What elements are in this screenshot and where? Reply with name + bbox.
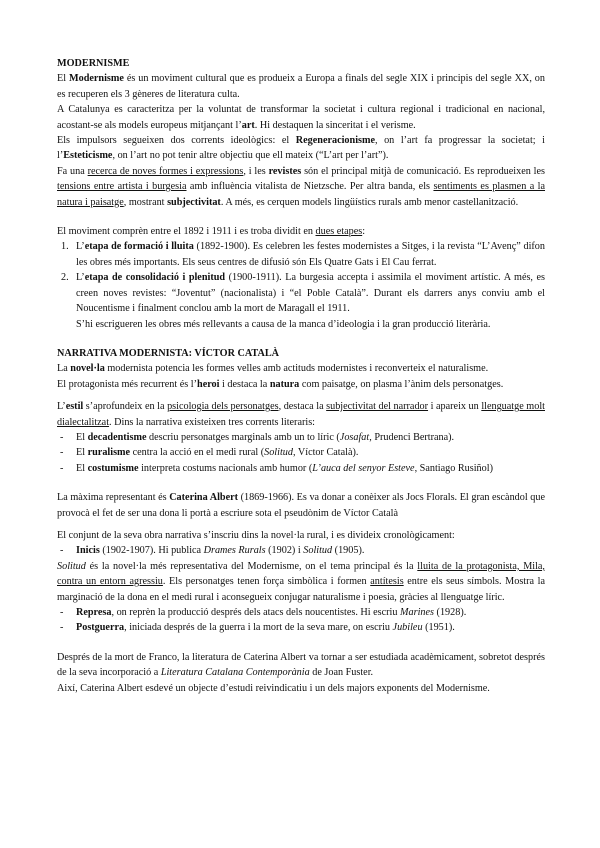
list-item-represa: - Represa, on reprèn la producció després dels atacs dels noucentistes. Hi escriu Marines (1928). — [60, 607, 467, 618]
paragraph-novel: La novel·la modernista potencia les formes velles amb actituds modernistes i reconverteix el naturalisme. — [57, 363, 489, 375]
paragraph-ideological-currents: Els impulsors segueixen dos corrents ideològics: el Regeneracionisme, on l’art fa progressar la societat; i l’Esteticisme, on l’art no pot tenir altre objectiu que ell mateix (“L’art per l’art”). — [57, 135, 545, 162]
paragraph-relevant-works: S’hi escrigueren les obres més rellevants a causa de la manca d’ideologia i la gran producció literària. — [76, 318, 491, 330]
spacer — [57, 636, 545, 650]
paragraph-new-forms: Fa una recerca de noves formes i expressions, i les revistes són el principal mitjà de comunicació. Es reprodueixen les tensions entre artista i burgesia amb influència vitalista de Nietzsche. Per altra banda, els sentiments es plasmen a la natura i paisatge, mostrant subjectivitat. A més, es cerquen models lingüístics rurals amb menor castellanització. — [57, 165, 546, 208]
paragraph-caterina-albert: La màxima representant és Caterina Albert (1869-1966). Es va donar a conèixer als Jocs Florals. El gran escàndol que provocà el fet de ser una dona li portà a escriure sota el pseudònim de Víctor Català — [57, 492, 545, 519]
spacer — [57, 476, 545, 490]
list-item-inicis: - Inicis (1902-1907). Hi publica Drames Rurals (1902) i Solitud (1905). — [60, 545, 365, 557]
periods-list — [57, 605, 545, 636]
paragraph-work-overview: El conjunt de la seva obra narrativa s’inscriu dins la novel·la rural, i es divideix cronològicament: — [57, 529, 455, 541]
spacer — [57, 521, 545, 528]
paragraph-two-stages: El moviment comprèn entre el 1892 i 1911 i es troba dividit en dues etapes: — [57, 226, 366, 238]
list-item-ruralisme: - El ruralisme centra la acció en el medi rural (Solitud, Víctor Català). — [60, 447, 359, 459]
stages-list — [57, 239, 545, 316]
spacer — [57, 332, 545, 346]
list-item-stage-2: 2. L’etapa de consolidació i plenitud (1900-1911). La burgesia accepta i assimila el moviment artístic. A més, es creen noves revistes: “Joventut” (nacionalista) i “el Poble Català”. Durant els darrers anys conviu amb el Noucentisme i finalment conclou amb la mort de Maragall el 1911. — [61, 272, 546, 315]
paragraph-modernisme-intro: El Modernisme és un moviment cultural que es produeix a Europa a finals del segle XIX i principis del segle XX, on es recuperen els 3 gèneres de literatura culta. — [57, 73, 545, 100]
paragraph-conclusion: Així, Caterina Albert esdevé un objecte d’estudi reivindicatiu i un dels majors exponents del Modernisme. — [57, 682, 490, 694]
spacer — [57, 210, 545, 224]
paragraph-protagonist: El protagonista més recurrent és l’heroi i destaca la natura com paisatge, on plasma l’ànim dels personatges. — [57, 378, 504, 390]
paragraph-after-franco: Després de la mort de Franco, la literatura de Caterina Albert va tornar a ser estudiada acadèmicament, sobretot després de la seva incorporació a Literatura Catalana Contemporània de Joan Fuster. — [57, 651, 545, 679]
section-title-modernisme: MODERNISME — [57, 58, 130, 69]
period-inicis-list — [57, 543, 545, 558]
list-item-stage-1: 1. L’etapa de formació i lluita (1892-1900). Es celebren les festes modernistes a Sitges, i la revista “L’Avenç” difon les obres més importants. Els seus centres de difusió són Els Quatre Gats i El Cau ferrat. — [61, 241, 545, 268]
paragraph-style: L’estil s’aprofundeix en la psicologia dels personatges, destaca la subjectivitat del narrador i apareix un llenguatge molt dialectalitzat. Dins la narrativa existeixen tres corrents literaris: — [57, 401, 545, 428]
spacer — [57, 392, 545, 399]
list-item-costumisme: - El costumisme interpreta costums nacionals amb humor (L’auca del senyor Esteve, Santiago Rusiñol) — [60, 462, 493, 474]
paragraph-solitud: Solitud és la novel·la més representativa del Modernisme, on el tema principal és la lluita de la protagonista, Mila, contra un entorn agressiu. Els personatges tenen força simbòlica i formen antítesis entre els seus símbols. Mostra la marginació de la dona en el medi rural i aconsegueix conjugar naturalisme i poesia, gràcies al llenguatge líric. — [57, 560, 545, 603]
document-page — [57, 56, 545, 696]
literary-currents-list — [57, 430, 545, 476]
section-title-narrativa: NARRATIVA MODERNISTA: VÍCTOR CATALÀ — [57, 347, 279, 359]
list-item-postguerra: - Postguerra, iniciada després de la guerra i la mort de la seva mare, on escriu Jubileu (1951). — [60, 622, 455, 634]
paragraph-catalunya: A Catalunya es caracteritza per la voluntat de transformar la societat i cultura regional i tradicional en nacional, acostant-se als models europeus mitjançant l’art. Hi destaquen la sinceritat i el verisme. — [57, 104, 545, 131]
list-item-decadentisme: - El decadentisme descriu personatges marginals amb un to líric (Josafat, Prudenci Bertrana). — [60, 431, 455, 443]
